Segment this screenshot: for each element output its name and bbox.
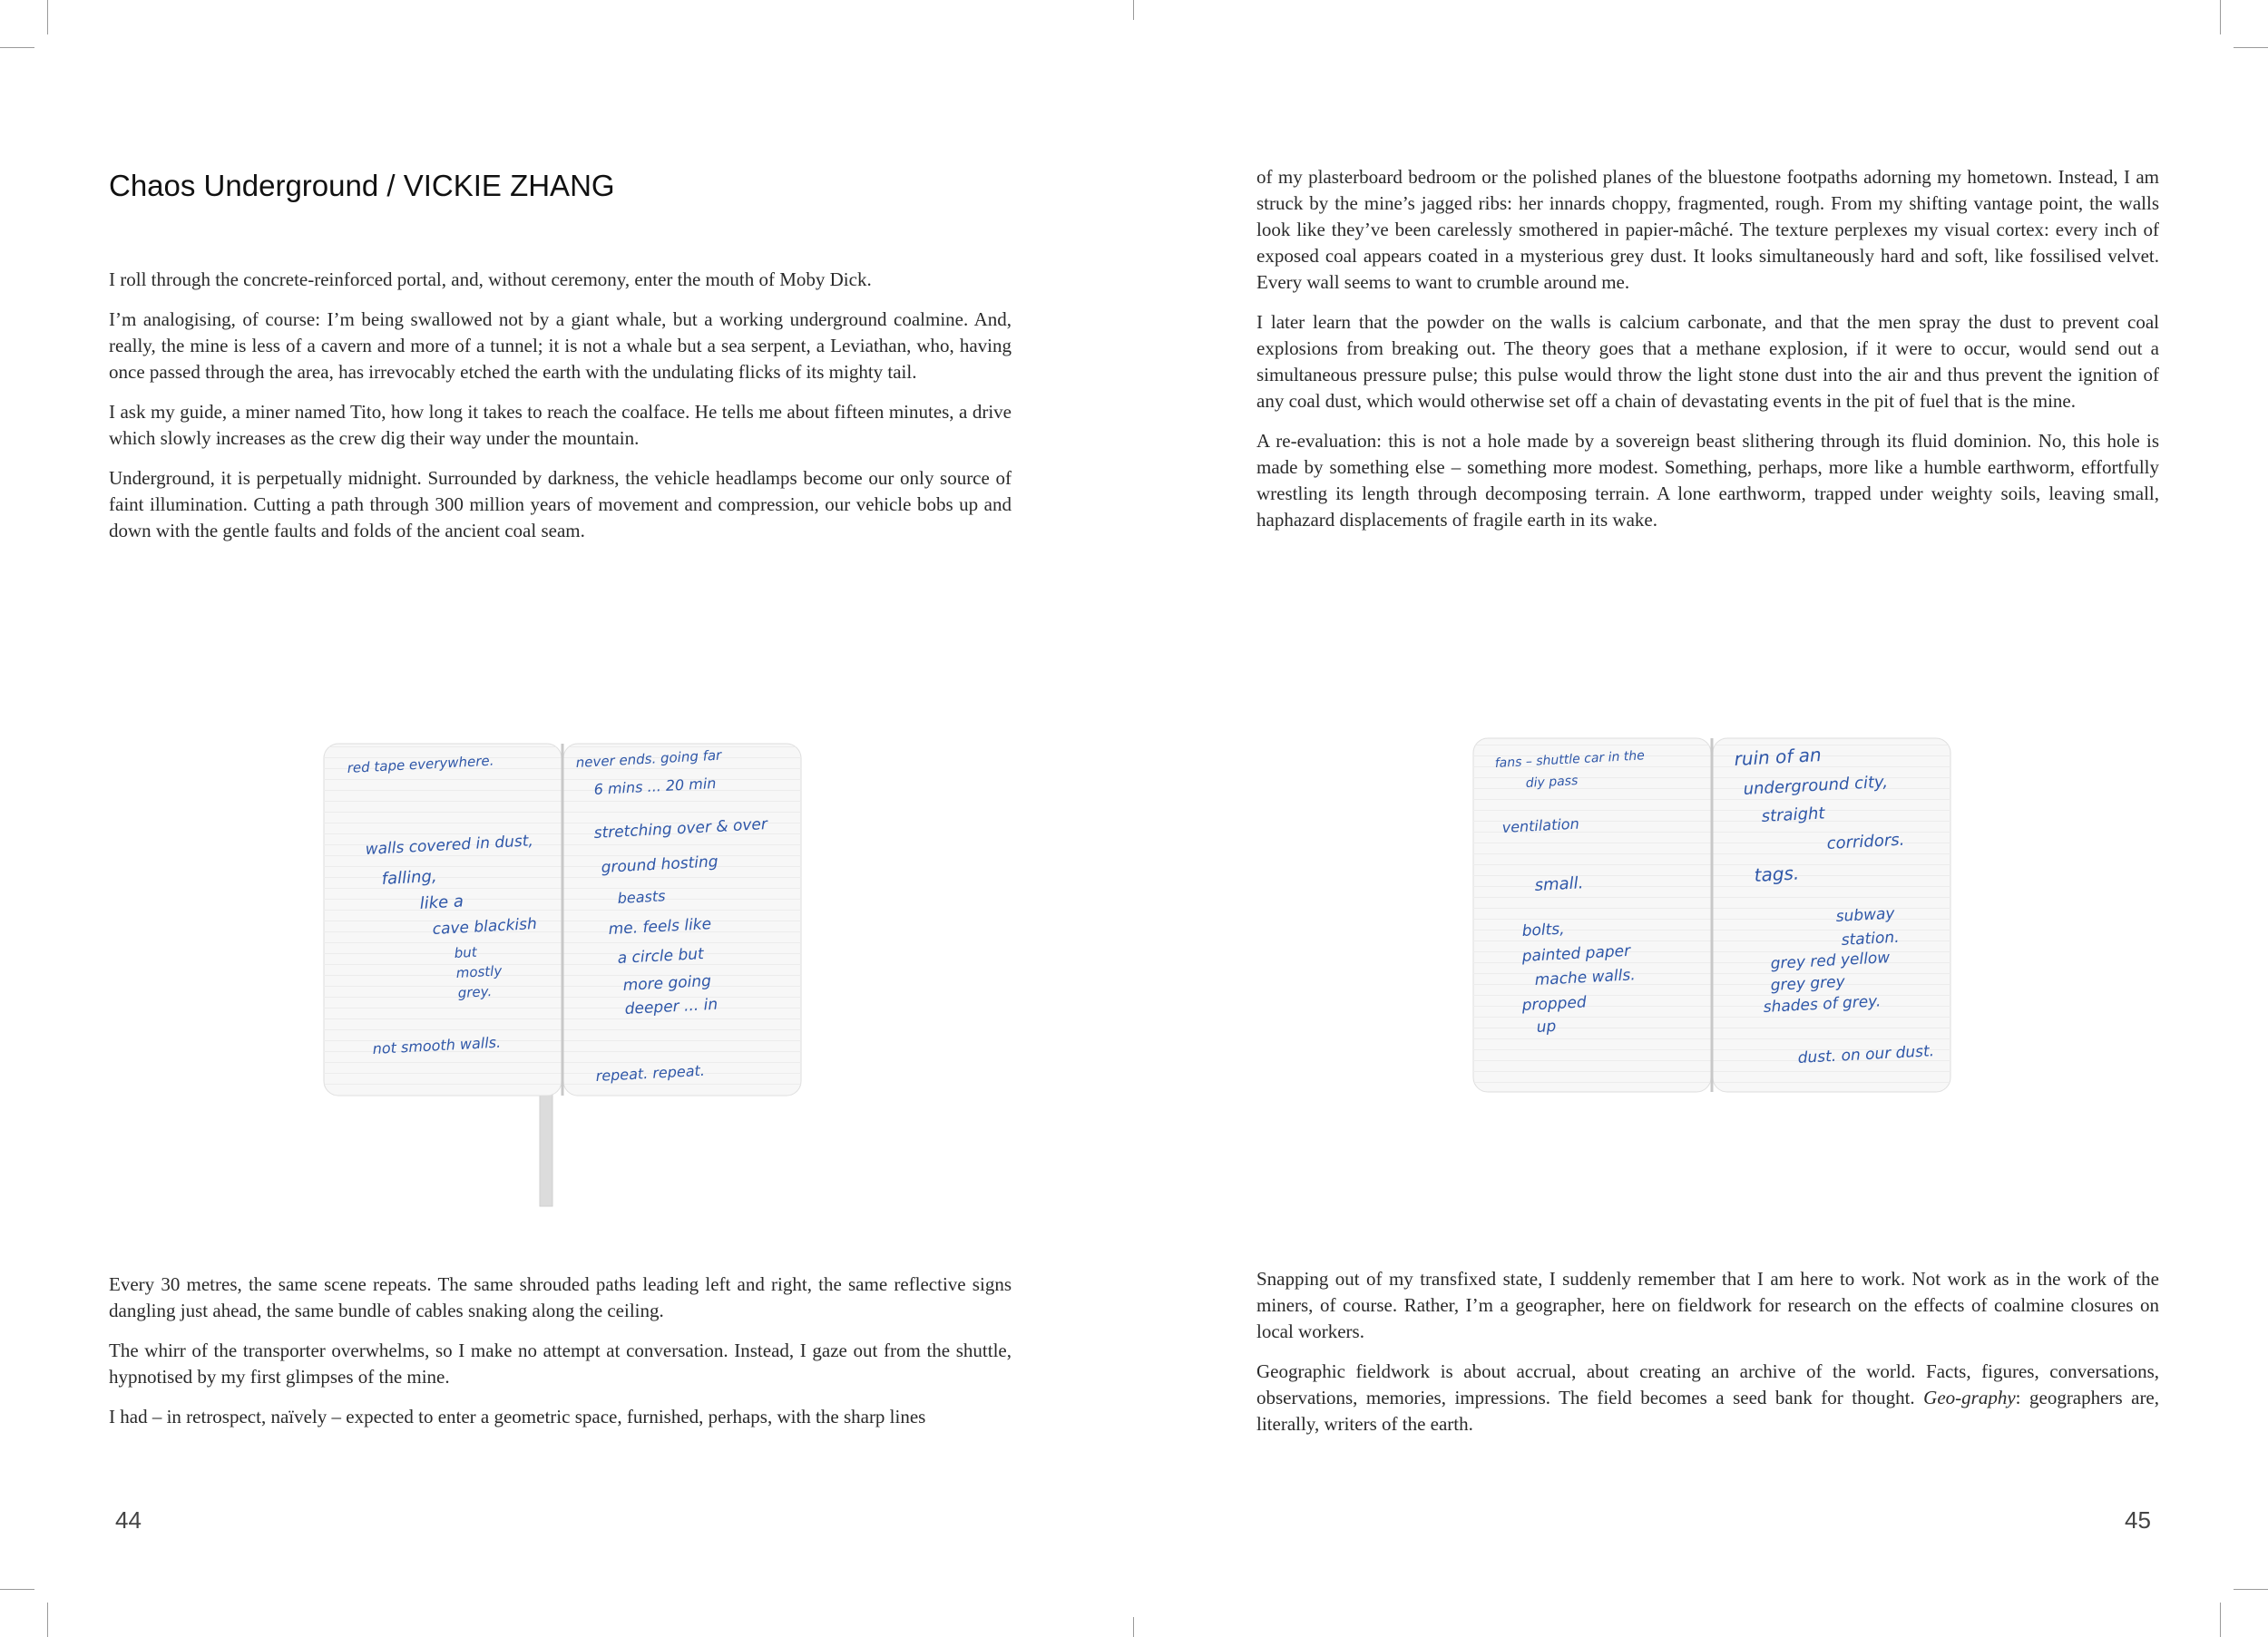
handwritten-note: more going [622, 971, 712, 995]
italic-term: Geo-graphy [1923, 1387, 2016, 1408]
handwritten-note: fans – shuttle car in the [1494, 748, 1646, 771]
handwritten-note: up [1536, 1017, 1557, 1037]
handwritten-note: underground city, [1743, 772, 1889, 799]
handwritten-note: ground hosting [601, 853, 719, 877]
handwritten-note: but [454, 943, 478, 961]
handwritten-note: deeper ... in [624, 995, 719, 1018]
handwritten-note: mostly [455, 962, 503, 981]
paragraph: Every 30 metres, the same scene repeats. The same shrouded paths leading left and right, the same reflective signs dangling just ahead, the same bundle of cables snaking along the ceiling. [109, 1273, 1012, 1321]
paragraph: Snapping out of my transfixed state, I suddenly remember that I am here to work. Not work as in the work of the miners, of course. Rather, I’m a geographer, here on fieldwork for research on the effects of coalmine closures on local workers. [1256, 1268, 2159, 1342]
handwritten-note: stretching over & over [593, 815, 768, 843]
handwritten-note: small. [1534, 873, 1584, 895]
bookmark-ribbon [540, 1088, 552, 1206]
handwritten-note: mache walls. [1534, 966, 1637, 989]
crop-mark [47, 0, 48, 34]
handwritten-note: bolts, [1521, 920, 1566, 940]
handwritten-note: grey red yellow [1770, 949, 1891, 973]
handwritten-note: me. feels like [608, 915, 712, 939]
handwritten-note: dust. on our dust. [1797, 1042, 1935, 1067]
paragraph: I’m analogising, of course: I’m being swallowed not by a giant whale, but a working underground coalmine. And, really, the mine is less of a cavern and more of a tunnel; it is not a whale but a sea serpent, a Leviathan, who, having once passed through the area, has irrevocably etched the earth with the undulating flicks of its mighty tail. [109, 308, 1012, 383]
crop-mark [0, 1589, 34, 1590]
crop-mark [2234, 47, 2268, 48]
paragraph: of my plasterboard bedroom or the polished planes of the bluestone footpaths adorning my hometown. Instead, I am struck by the mine’s jagged ribs: her innards choppy, fragmented, rough. From my shifting vantage point, the walls look like they’ve been carelessly smothered in papier-mâché. The texture perplexes my visual cortex: every inch of exposed coal appears coated in a mysterious grey dust. It looks simultaneously hard and soft, like fossilised velvet. Every wall seems to want to crumble around me. [1256, 166, 2159, 293]
handwritten-note: never ends. going far [575, 746, 722, 771]
paragraph: A re-evaluation: this is not a hole made by a sovereign beast slithering through its fluid dominion. No, this hole is made by something else – something more modest. Something, perhaps, more like a humble earthworm, effortfully wrestling its length through decomposing terrain. A lone earthworm, trapped under weighty soils, leaving small, haphazard displacements of fragile earth in its wake. [1256, 430, 2159, 531]
notebook-photo-right [1471, 735, 1952, 1097]
left-page-top-text [109, 267, 1012, 558]
handwritten-note: painted paper [1521, 941, 1631, 966]
crop-mark [2220, 0, 2221, 34]
notebook-photo-left [322, 736, 803, 1208]
handwritten-note: 6 mins ... 20 min [593, 774, 717, 798]
handwritten-note: repeat. repeat. [595, 1061, 706, 1085]
handwritten-note: beasts [617, 887, 666, 907]
handwritten-note: subway [1835, 904, 1895, 926]
paragraph-text: Geographic fieldwork is about accrual, about creating an archive of the world. Facts, figures, conversations, observations, memories, impressions. The field becomes a seed bank for thought. [1256, 1360, 2159, 1408]
handwritten-note: grey grey [1770, 972, 1846, 995]
handwritten-note: ventilation [1501, 814, 1580, 836]
handwritten-note: not smooth walls. [372, 1033, 502, 1057]
paragraph: Underground, it is perpetually midnight. Surrounded by darkness, the vehicle headlamps become our only source of faint illumination. Cutting a path through 300 million years of movement and compression, our vehicle bobs up and down with the gentle faults and folds of the ancient coal seam. [109, 467, 1012, 541]
handwritten-note: shades of grey. [1763, 992, 1882, 1017]
page-number-left: 44 [115, 1506, 142, 1534]
paragraph: The whirr of the transporter overwhelms, so I make no attempt at conversation. Instead, I gaze out from the shuttle, hypnotised by my first glimpses of the mine. [109, 1340, 1012, 1388]
handwritten-note: corridors. [1826, 830, 1905, 853]
right-page-top-text [1256, 164, 2159, 547]
paragraph [1256, 1359, 2159, 1437]
right-page-bottom-text [1256, 1266, 2159, 1451]
crop-mark [47, 1603, 48, 1637]
handwritten-note: like a [419, 892, 464, 913]
handwritten-note: straight [1761, 804, 1825, 826]
left-page-bottom-text [109, 1272, 1012, 1444]
paragraph: I roll through the concrete-reinforced portal, and, without ceremony, enter the mouth of Moby Dick. [109, 268, 872, 290]
handwritten-note: ruin of an [1734, 743, 1823, 770]
article-title: Chaos Underground / VICKIE ZHANG [109, 169, 615, 202]
handwritten-note: cave blackish [432, 914, 538, 939]
crop-mark [0, 47, 34, 48]
page-number-right: 45 [2125, 1506, 2151, 1534]
handwritten-note: diy pass [1525, 774, 1579, 791]
paragraph: I later learn that the powder on the walls is calcium carbonate, and that the men spray the dust to prevent coal explosions from breaking out. The theory goes that a methane explosion, if it were to occur, would send out a simultaneous pressure pulse; this pulse would throw the light stone dust into the air and thus prevent the ignition of any coal dust, which would otherwise set off a chain of devastating events in the pit of fuel that is the mine. [1256, 311, 2159, 412]
crop-mark [1133, 0, 1134, 20]
handwritten-note: red tape everywhere. [347, 752, 494, 776]
handwritten-note: walls covered in dust, [365, 832, 534, 859]
handwritten-note: falling, [381, 866, 438, 889]
paragraph: I ask my guide, a miner named Tito, how long it takes to reach the coalface. He tells me about fifteen minutes, a drive which slowly increases as the crew dig their way under the mountain. [109, 401, 1012, 449]
handwritten-note: station. [1841, 928, 1901, 950]
handwritten-note: tags. [1754, 862, 1800, 886]
handwritten-note: propped [1521, 993, 1588, 1015]
handwritten-note: a circle but [617, 945, 705, 968]
handwritten-note: grey. [457, 983, 493, 1001]
paragraph: I had – in retrospect, naïvely – expected to enter a geometric space, furnished, perhaps, with the sharp lines [109, 1406, 926, 1428]
crop-mark [2234, 1589, 2268, 1590]
paragraph-text: : geographers are, literally, writers of the earth. [1256, 1387, 2160, 1435]
crop-mark [2220, 1603, 2221, 1637]
crop-mark [1133, 1617, 1134, 1637]
